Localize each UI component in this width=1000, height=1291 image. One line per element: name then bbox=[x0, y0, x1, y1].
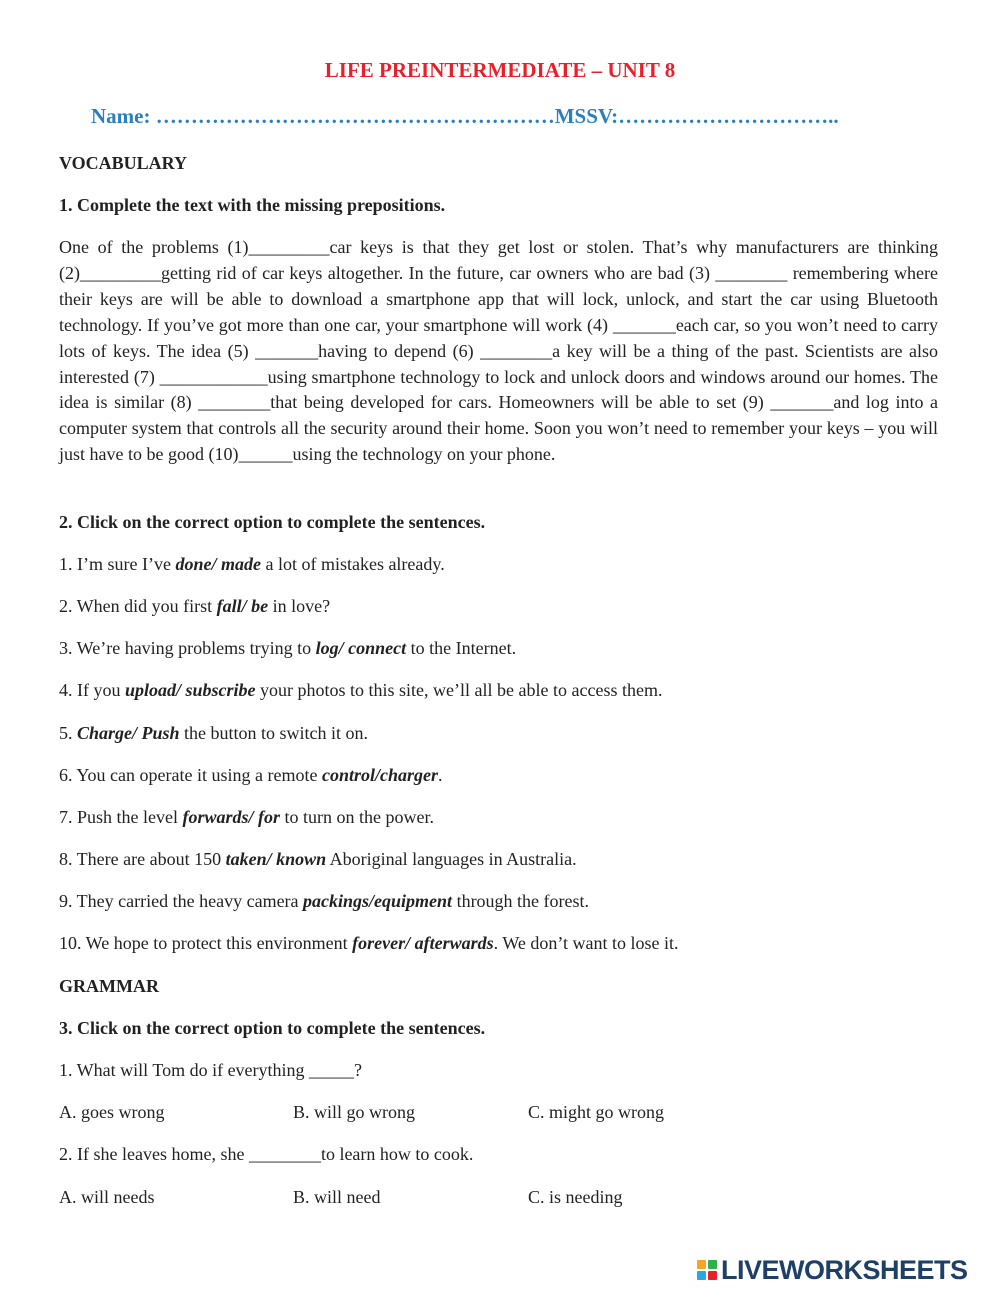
item-text: 3. We’re having problems trying to bbox=[59, 638, 316, 658]
exercise-3-instruction: 3. Click on the correct option to complete the sentences. bbox=[59, 1018, 486, 1038]
logo-text: LIVEWORKSHEETS bbox=[721, 1254, 968, 1285]
item-text: 1. I’m sure I’ve bbox=[59, 554, 176, 574]
item-text: the button to switch it on. bbox=[179, 723, 369, 743]
item-text: in love? bbox=[268, 596, 331, 616]
item-text: a lot of mistakes already. bbox=[260, 554, 445, 574]
option-choice[interactable]: log/ connect bbox=[315, 638, 407, 658]
question-1-option-c[interactable]: C. might go wrong bbox=[528, 1102, 665, 1122]
item-text: . bbox=[437, 765, 443, 785]
question-1-option-a[interactable]: A. goes wrong bbox=[59, 1102, 165, 1122]
liveworksheets-logo bbox=[697, 1254, 968, 1286]
item-text: 9. They carried the heavy camera bbox=[59, 891, 304, 911]
exercise-2-instruction: 2. Click on the correct option to complete the sentences. bbox=[59, 512, 486, 532]
exercise-2-item-8 bbox=[59, 847, 577, 871]
option-choice[interactable]: fall/ be bbox=[216, 596, 269, 616]
exercise-3-question-2: 2. If she leaves home, she ________to learn how to cook. bbox=[59, 1144, 474, 1164]
question-1-option-b[interactable]: B. will go wrong bbox=[293, 1102, 416, 1122]
worksheet-title: LIFE PREINTERMEDIATE – UNIT 8 bbox=[324, 58, 676, 82]
item-text: . We don’t want to lose it. bbox=[493, 933, 679, 953]
item-text: 10. We hope to protect this environment bbox=[59, 933, 353, 953]
name-id-line: Name: …………………………………………………MSSV:………………………….. bbox=[91, 104, 839, 128]
question-2-option-b[interactable]: B. will need bbox=[293, 1187, 381, 1207]
item-text: 6. You can operate it using a remote bbox=[59, 765, 322, 785]
item-text: through the forest. bbox=[452, 891, 590, 911]
exercise-1-text: One of the problems (1)_________car keys is that they get lost or stolen. That’s why manufacturers are thinking (2)_________getting rid of car keys altogether. In the future, car owners who are bad (3) ________ remembering where their keys are will be able to download a smartphone app that will lock, unlock, and start the car using Bluetooth technology. If you’ve got more than one car, your smartphone will work (4) _______each car, so you won’t need to carry lots of keys. The idea (5) _______having to depend (6) ________a key will be a thing of the past. Scientists are also interested (7) ____________using smartphone technology to lock and unlock doors and windows around our homes. The idea is similar (8) ________that being developed for cars. Homeowners will be able to set (9) _______and log into a computer system that controls all the security around their home. Soon you won’t need to remember your keys – you will just have to be good (10)______using the technology on your phone. bbox=[59, 237, 938, 465]
option-choice[interactable]: forever/ afterwards bbox=[352, 933, 494, 953]
option-choice[interactable]: forwards/ for bbox=[182, 807, 281, 827]
item-text: your photos to this site, we’ll all be able to access them. bbox=[255, 680, 663, 700]
exercise-2-item-5 bbox=[59, 721, 368, 745]
item-text: to the Internet. bbox=[406, 638, 517, 658]
grammar-heading: GRAMMAR bbox=[59, 976, 159, 996]
exercise-2-item-7 bbox=[59, 805, 434, 829]
exercise-2-item-10 bbox=[59, 931, 679, 955]
item-text: to turn on the power. bbox=[280, 807, 434, 827]
exercise-2-item-1 bbox=[59, 552, 445, 576]
item-text: 7. Push the level bbox=[59, 807, 183, 827]
logo-blocks-icon bbox=[697, 1260, 717, 1280]
item-text: 2. When did you first bbox=[59, 596, 217, 616]
option-choice[interactable]: packings/equipment bbox=[303, 891, 453, 911]
vocabulary-heading: VOCABULARY bbox=[59, 153, 188, 173]
item-text: Aboriginal languages in Australia. bbox=[326, 849, 577, 869]
item-text: 4. If you bbox=[59, 680, 125, 700]
exercise-2-item-3 bbox=[59, 636, 516, 660]
item-text: 8. There are about 150 bbox=[59, 849, 226, 869]
exercise-2-item-2 bbox=[59, 594, 330, 618]
exercise-1-instruction: 1. Complete the text with the missing prepositions. bbox=[59, 195, 446, 215]
exercise-3-question-1: 1. What will Tom do if everything _____? bbox=[59, 1060, 363, 1080]
exercise-2-item-9 bbox=[59, 889, 589, 913]
option-choice[interactable]: taken/ known bbox=[225, 849, 327, 869]
option-choice[interactable]: Charge/ Push bbox=[77, 723, 180, 743]
question-2-option-c[interactable]: C. is needing bbox=[528, 1187, 623, 1207]
question-2-option-a[interactable]: A. will needs bbox=[59, 1187, 155, 1207]
option-choice[interactable]: done/ made bbox=[175, 554, 261, 574]
exercise-2-item-6 bbox=[59, 763, 442, 787]
item-text: 5. bbox=[59, 723, 77, 743]
option-choice[interactable]: upload/ subscribe bbox=[125, 680, 256, 700]
exercise-2-item-4 bbox=[59, 678, 662, 702]
option-choice[interactable]: control/charger bbox=[321, 765, 438, 785]
